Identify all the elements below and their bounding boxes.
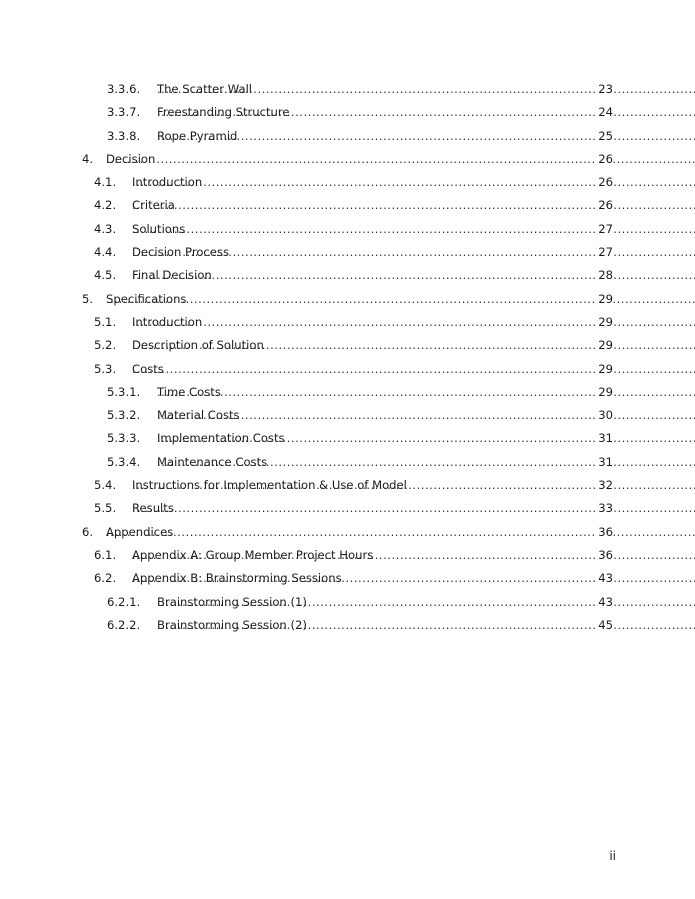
toc-entry[interactable] bbox=[0, 101, 695, 124]
toc-entry-page-number: 27 bbox=[596, 218, 613, 241]
toc-entry-number: 5.4. bbox=[94, 478, 117, 493]
toc-entry-page-number: 36 bbox=[596, 521, 613, 544]
toc-entry[interactable] bbox=[0, 521, 695, 544]
toc-entry[interactable] bbox=[0, 334, 695, 357]
toc-entry-number: 6.2.1. bbox=[107, 594, 141, 609]
toc-entry-number: 5. bbox=[82, 291, 94, 306]
toc-dot-leader bbox=[157, 427, 695, 450]
toc-entry-page-number: 31 bbox=[596, 451, 613, 474]
toc-entry-page-number: 29 bbox=[596, 311, 613, 334]
toc-entry-page-number: 29 bbox=[596, 381, 613, 404]
toc-entry-page-number: 23 bbox=[596, 78, 613, 101]
toc-entry-title: Criteria bbox=[132, 194, 176, 217]
toc-entry-page-number: 32 bbox=[596, 474, 613, 497]
toc-entry-title: The Scatter Wall bbox=[157, 78, 253, 101]
toc-entry-page-number: 29 bbox=[596, 334, 613, 357]
toc-entry-number: 5.3.4. bbox=[107, 454, 141, 469]
toc-entry-title: Results bbox=[132, 497, 175, 520]
toc-entry[interactable] bbox=[0, 288, 695, 311]
toc-entry-number: 4.1. bbox=[94, 175, 117, 190]
toc-entry-page-number: 31 bbox=[596, 427, 613, 450]
toc-entry[interactable] bbox=[0, 148, 695, 171]
toc-entry-title: Decision bbox=[106, 148, 156, 171]
toc-entry[interactable] bbox=[0, 125, 695, 148]
toc-entry-title: Decision Process bbox=[132, 241, 230, 264]
toc-entry-title: Description of Solution bbox=[132, 334, 265, 357]
toc-entry[interactable] bbox=[0, 194, 695, 217]
toc-entry-number: 6.2.2. bbox=[107, 617, 141, 632]
toc-entry-number: 3.3.7. bbox=[107, 105, 141, 120]
toc-dot-leader bbox=[157, 614, 695, 637]
toc-entry-title: Material Costs bbox=[157, 404, 241, 427]
toc-dot-leader bbox=[157, 451, 695, 474]
toc-entry-page-number: 45 bbox=[596, 614, 613, 637]
toc-entry-number: 5.3.1. bbox=[107, 384, 141, 399]
toc-entry-number: 6. bbox=[82, 524, 94, 539]
toc-entry[interactable] bbox=[0, 404, 695, 427]
toc-entry-page-number: 24 bbox=[596, 101, 613, 124]
toc-entry[interactable] bbox=[0, 567, 695, 590]
toc-entry-title: Introduction bbox=[132, 171, 203, 194]
toc-entry[interactable] bbox=[0, 474, 695, 497]
toc-entry-number: 4.3. bbox=[94, 221, 117, 236]
toc-entry-page-number: 43 bbox=[596, 591, 613, 614]
toc-dot-leader bbox=[157, 404, 695, 427]
toc-entry-title: Brainstorming Session (2) bbox=[157, 614, 308, 637]
toc-entry-number: 6.2. bbox=[94, 571, 117, 586]
toc-entry-title: Appendix B: Brainstorming Sessions bbox=[132, 567, 343, 590]
toc-entry[interactable] bbox=[0, 427, 695, 450]
toc-entry-number: 4.2. bbox=[94, 198, 117, 213]
toc-entry-number: 3.3.8. bbox=[107, 128, 141, 143]
toc-entry-number: 5.3. bbox=[94, 361, 117, 376]
toc-entry[interactable] bbox=[0, 264, 695, 287]
toc-entry[interactable] bbox=[0, 218, 695, 241]
toc-entry-title: Introduction bbox=[132, 311, 203, 334]
toc-entry-title: Maintenance Costs bbox=[157, 451, 268, 474]
toc-entry[interactable] bbox=[0, 171, 695, 194]
toc-entry-number: 5.5. bbox=[94, 501, 117, 516]
toc-entry-title: Implementation Costs bbox=[157, 427, 286, 450]
toc-entry-page-number: 36 bbox=[596, 544, 613, 567]
toc-entry[interactable] bbox=[0, 544, 695, 567]
toc-entry-title: Freestanding Structure bbox=[157, 101, 291, 124]
toc-entry-page-number: 43 bbox=[596, 567, 613, 590]
toc-entry-title: Final Decision bbox=[132, 264, 213, 287]
toc-dot-leader bbox=[157, 78, 695, 101]
toc-entry-page-number: 26 bbox=[596, 194, 613, 217]
toc-entry-number: 3.3.6. bbox=[107, 82, 141, 96]
toc-entry-page-number: 29 bbox=[596, 358, 613, 381]
toc-entry-title: Appendix A: Group Member Project Hours bbox=[132, 544, 374, 567]
toc-entry-title: Rope Pyramid bbox=[157, 125, 238, 148]
toc-entry-number: 5.3.2. bbox=[107, 408, 141, 423]
toc-entry-number: 4.5. bbox=[94, 268, 117, 283]
toc-entry-page-number: 28 bbox=[596, 264, 613, 287]
toc-dot-leader bbox=[157, 125, 695, 148]
table-of-contents bbox=[0, 78, 695, 637]
toc-entry[interactable] bbox=[0, 311, 695, 334]
toc-entry-title: Instructions for Implementation & Use of Model bbox=[132, 474, 408, 497]
toc-entry[interactable] bbox=[0, 381, 695, 404]
toc-entry-number: 6.1. bbox=[94, 547, 117, 562]
toc-dot-leader bbox=[157, 101, 695, 124]
toc-entry-number: 4.4. bbox=[94, 245, 117, 260]
toc-entry-page-number: 30 bbox=[596, 404, 613, 427]
toc-entry[interactable] bbox=[0, 241, 695, 264]
toc-entry[interactable] bbox=[0, 358, 695, 381]
toc-entry-page-number: 25 bbox=[596, 125, 613, 148]
toc-entry[interactable] bbox=[0, 497, 695, 520]
toc-entry[interactable] bbox=[0, 614, 695, 637]
toc-entry-number: 5.3.3. bbox=[107, 431, 141, 446]
toc-entry-page-number: 26 bbox=[596, 148, 613, 171]
toc-entry-number: 5.1. bbox=[94, 314, 117, 329]
toc-entry-title: Solutions bbox=[132, 218, 186, 241]
toc-entry-title: Appendices bbox=[106, 521, 174, 544]
toc-dot-leader bbox=[157, 381, 695, 404]
toc-entry-page-number: 27 bbox=[596, 241, 613, 264]
toc-entry-title: Costs bbox=[132, 358, 165, 381]
toc-entry-number: 4. bbox=[82, 151, 94, 166]
toc-entry-page-number: 33 bbox=[596, 497, 613, 520]
footer-page-number: ii bbox=[609, 849, 616, 863]
toc-entry-title: Time Costs bbox=[157, 381, 222, 404]
toc-entry[interactable] bbox=[0, 78, 695, 101]
toc-entry[interactable] bbox=[0, 451, 695, 474]
toc-dot-leader bbox=[157, 591, 695, 614]
toc-entry-number: 5.2. bbox=[94, 338, 117, 353]
toc-entry-title: Brainstorming Session (1) bbox=[157, 591, 308, 614]
toc-entry-page-number: 29 bbox=[596, 288, 613, 311]
toc-entry-page-number: 26 bbox=[596, 171, 613, 194]
toc-entry-title: Specifications bbox=[106, 288, 187, 311]
toc-entry[interactable] bbox=[0, 591, 695, 614]
